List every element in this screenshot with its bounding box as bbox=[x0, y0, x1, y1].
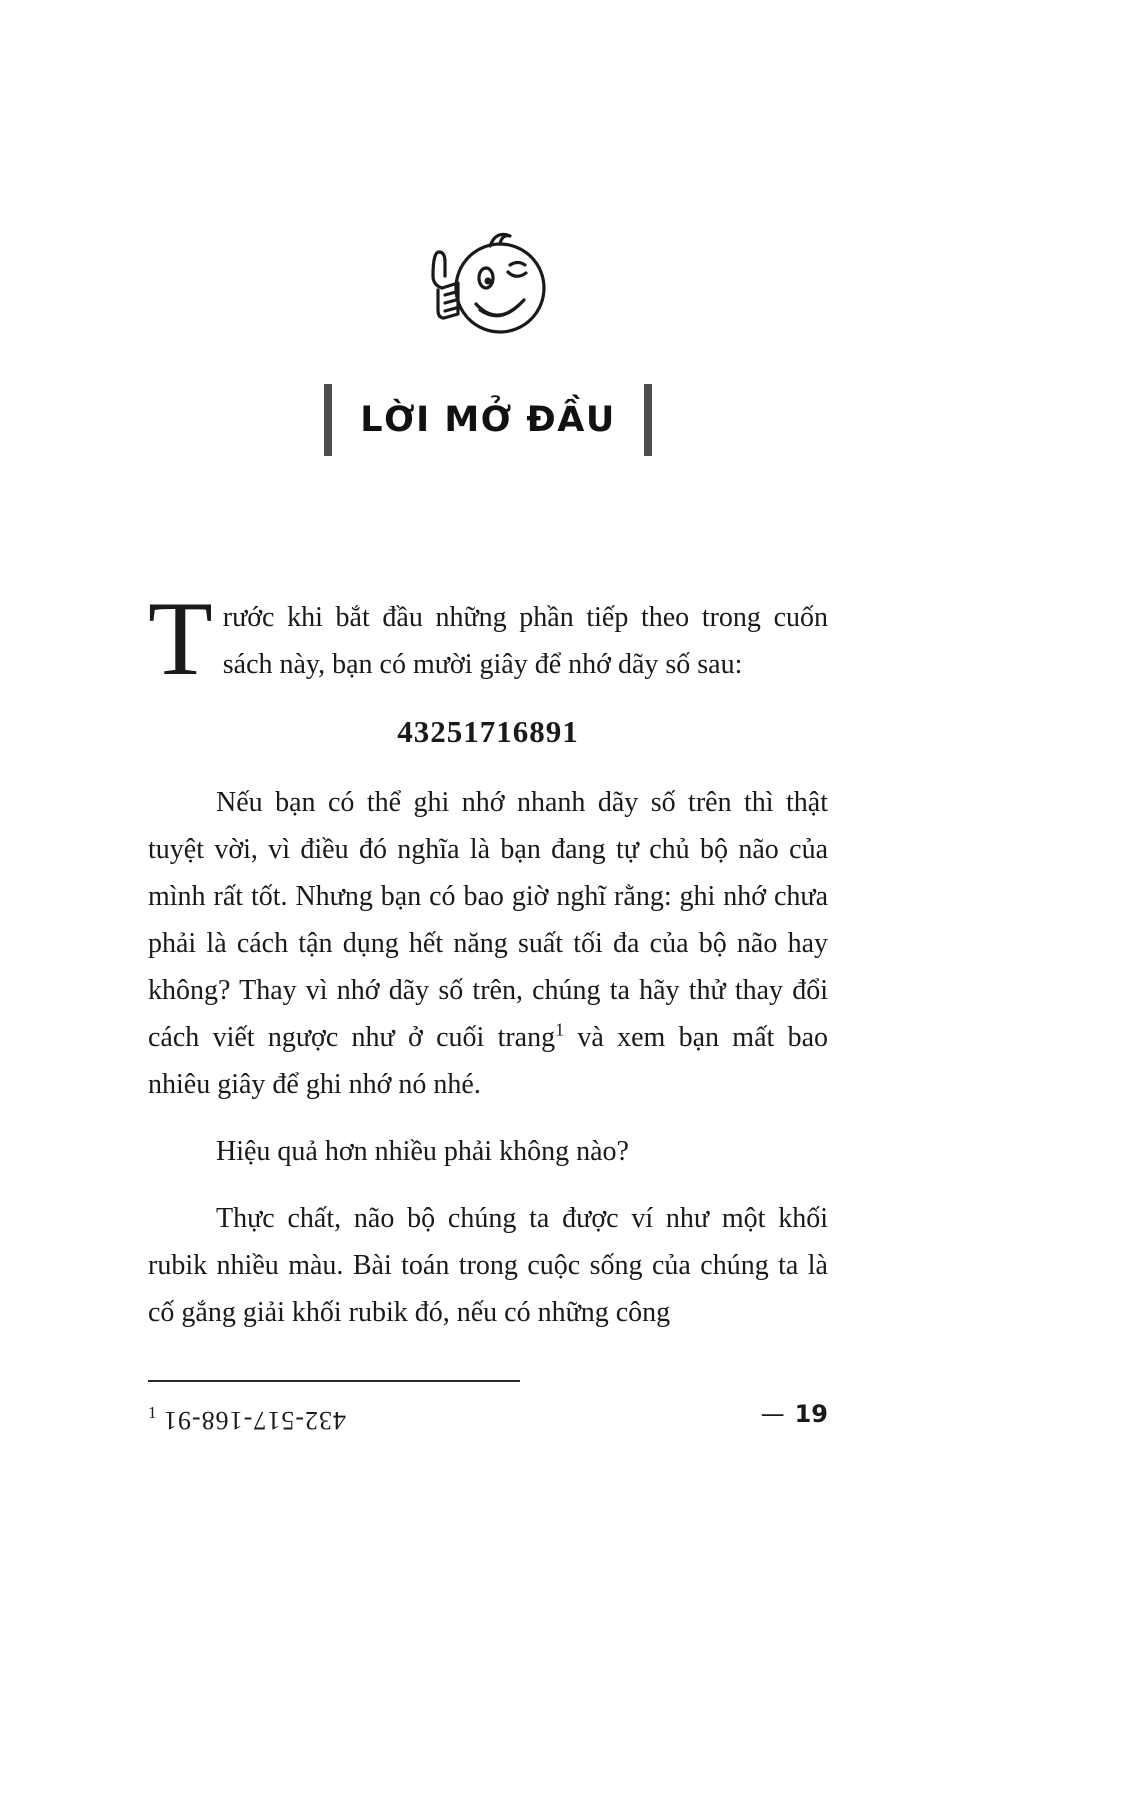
text-column bbox=[148, 0, 828, 1437]
section-title: LỜI MỞ ĐẦU bbox=[360, 400, 616, 440]
footnote-reference: 1 bbox=[555, 1019, 565, 1040]
footnote-divider bbox=[148, 1380, 520, 1382]
paragraph-intro bbox=[148, 580, 828, 697]
paragraph-4: Thực chất, não bộ chúng ta được ví như một khối rubik nhiều màu. Bài toán trong cuộc sống của chúng ta là cố gắng giải khối rubik đó, nếu có những công bbox=[148, 1203, 828, 1328]
winking-smiley-thumbs-up-icon bbox=[408, 222, 568, 354]
section-title-box bbox=[324, 384, 652, 456]
body-text bbox=[148, 580, 828, 1437]
paragraph-2 bbox=[148, 779, 828, 1108]
footnote-upside-down-number: 432-517-168-91 bbox=[162, 1405, 346, 1435]
page-number bbox=[148, 1400, 828, 1428]
memory-number: 43251716891 bbox=[397, 714, 579, 749]
paragraph-2-text-a: Nếu bạn có thể ghi nhớ nhanh dãy số trên thì thật tuyệt vời, vì điều đó nghĩa là bạn đang tự chủ bộ não của mình rất tốt. Nhưng bạn có bao giờ nghĩ rằng: ghi nhớ chưa phải là cách tận dụng hết năng suất tối đa của bộ não hay không? Thay vì nhớ dãy số trên, chúng ta hãy thử thay đổi cách viết ngược như ở cuối trang bbox=[148, 787, 828, 1053]
winking-smiley-illustration bbox=[148, 222, 828, 354]
page-number-dash: — bbox=[760, 1400, 785, 1428]
drop-cap: T bbox=[148, 580, 213, 697]
page-number-value: 19 bbox=[794, 1400, 828, 1428]
paragraph-3: Hiệu quả hơn nhiều phải không nào? bbox=[216, 1136, 629, 1167]
footnote-marker: 1 bbox=[148, 1403, 157, 1422]
paragraph-2-text-b: và xem bạn mất bao nhiêu giây để ghi nhớ nó nhé. bbox=[148, 1022, 828, 1100]
paragraph-intro-text: rước khi bắt đầu những phần tiếp theo trong cuốn sách này, bạn có mười giây để nhớ dãy số sau: bbox=[222, 602, 828, 680]
